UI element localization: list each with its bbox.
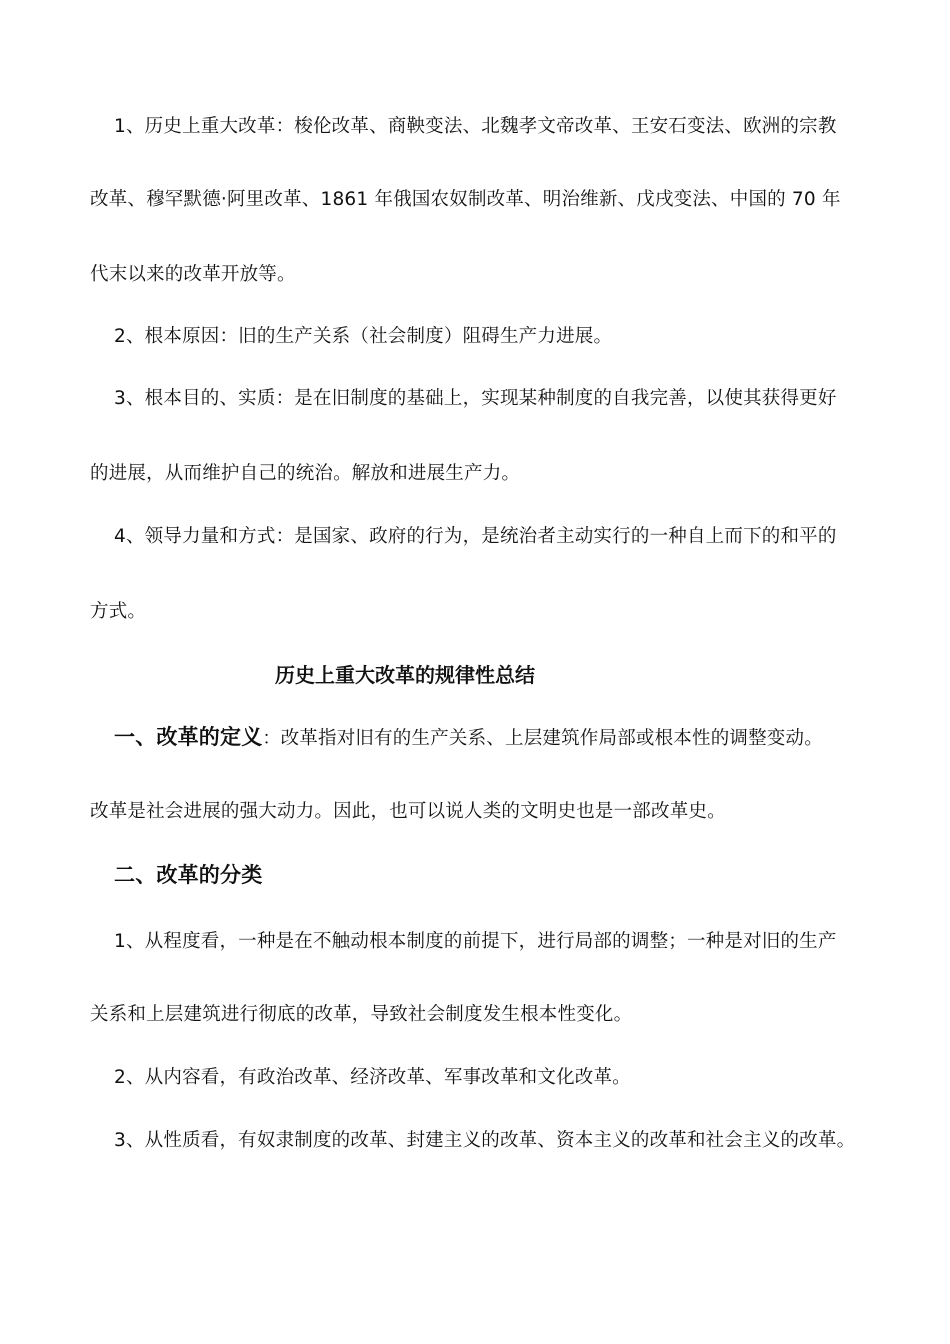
section1-text-line1: 改革指对旧有的生产关系、上层建筑作局部或根本性的调整变动。 — [280, 728, 823, 749]
list1-item1-line2: 改革、穆罕默德·阿里改革、1861 年俄国农奴制改革、明治维新、戊戌变法、中国的 70 年 — [90, 189, 841, 210]
list1-item1-line1: 1、历史上重大改革：梭伦改革、商鞅变法、北魏孝文帝改革、王安石变法、欧洲的宗教 — [114, 116, 837, 137]
page-title: 历史上重大改革的规律性总结 — [275, 663, 535, 687]
section1-colon: ： — [262, 728, 281, 749]
section2-item1-line2: 关系和上层建筑进行彻底的改革，导致社会制度发生根本性变化。 — [90, 1004, 633, 1025]
section2-item1-line1: 1、从程度看，一种是在不触动根本制度的前提下，进行局部的调整；一种是对旧的生产 — [114, 931, 837, 952]
list1-item3-line1: 3、根本目的、实质：是在旧制度的基础上，实现某种制度的自我完善，以使其获得更好 — [114, 388, 837, 409]
section1-heading: 一、改革的定义 — [114, 725, 263, 749]
section2-heading: 二、改革的分类 — [114, 863, 263, 887]
list1-item3-line2: 的进展，从而维护自己的统治。解放和进展生产力。 — [90, 463, 521, 484]
section2-heading-line — [114, 862, 889, 890]
section2-item2: 2、从内容看，有政治改革、经济改革、军事改革和文化改革。 — [114, 1067, 631, 1088]
list1-item4-line2: 方式。 — [90, 601, 147, 622]
section1-text-line2: 改革是社会进展的强大动力。因此，也可以说人类的文明史也是一部改革史。 — [90, 801, 726, 822]
section1-definition-line — [114, 724, 889, 752]
list1-item2: 2、根本原因：旧的生产关系（社会制度）阻碍生产力进展。 — [114, 326, 613, 347]
list1-item1-line3: 代末以来的改革开放等。 — [90, 264, 296, 285]
section2-item3: 3、从性质看，有奴隶制度的改革、封建主义的改革、资本主义的改革和社会主义的改革。 — [114, 1130, 856, 1151]
list1-item4-line1: 4、领导力量和方式：是国家、政府的行为，是统治者主动实行的一种自上而下的和平的 — [114, 526, 837, 547]
